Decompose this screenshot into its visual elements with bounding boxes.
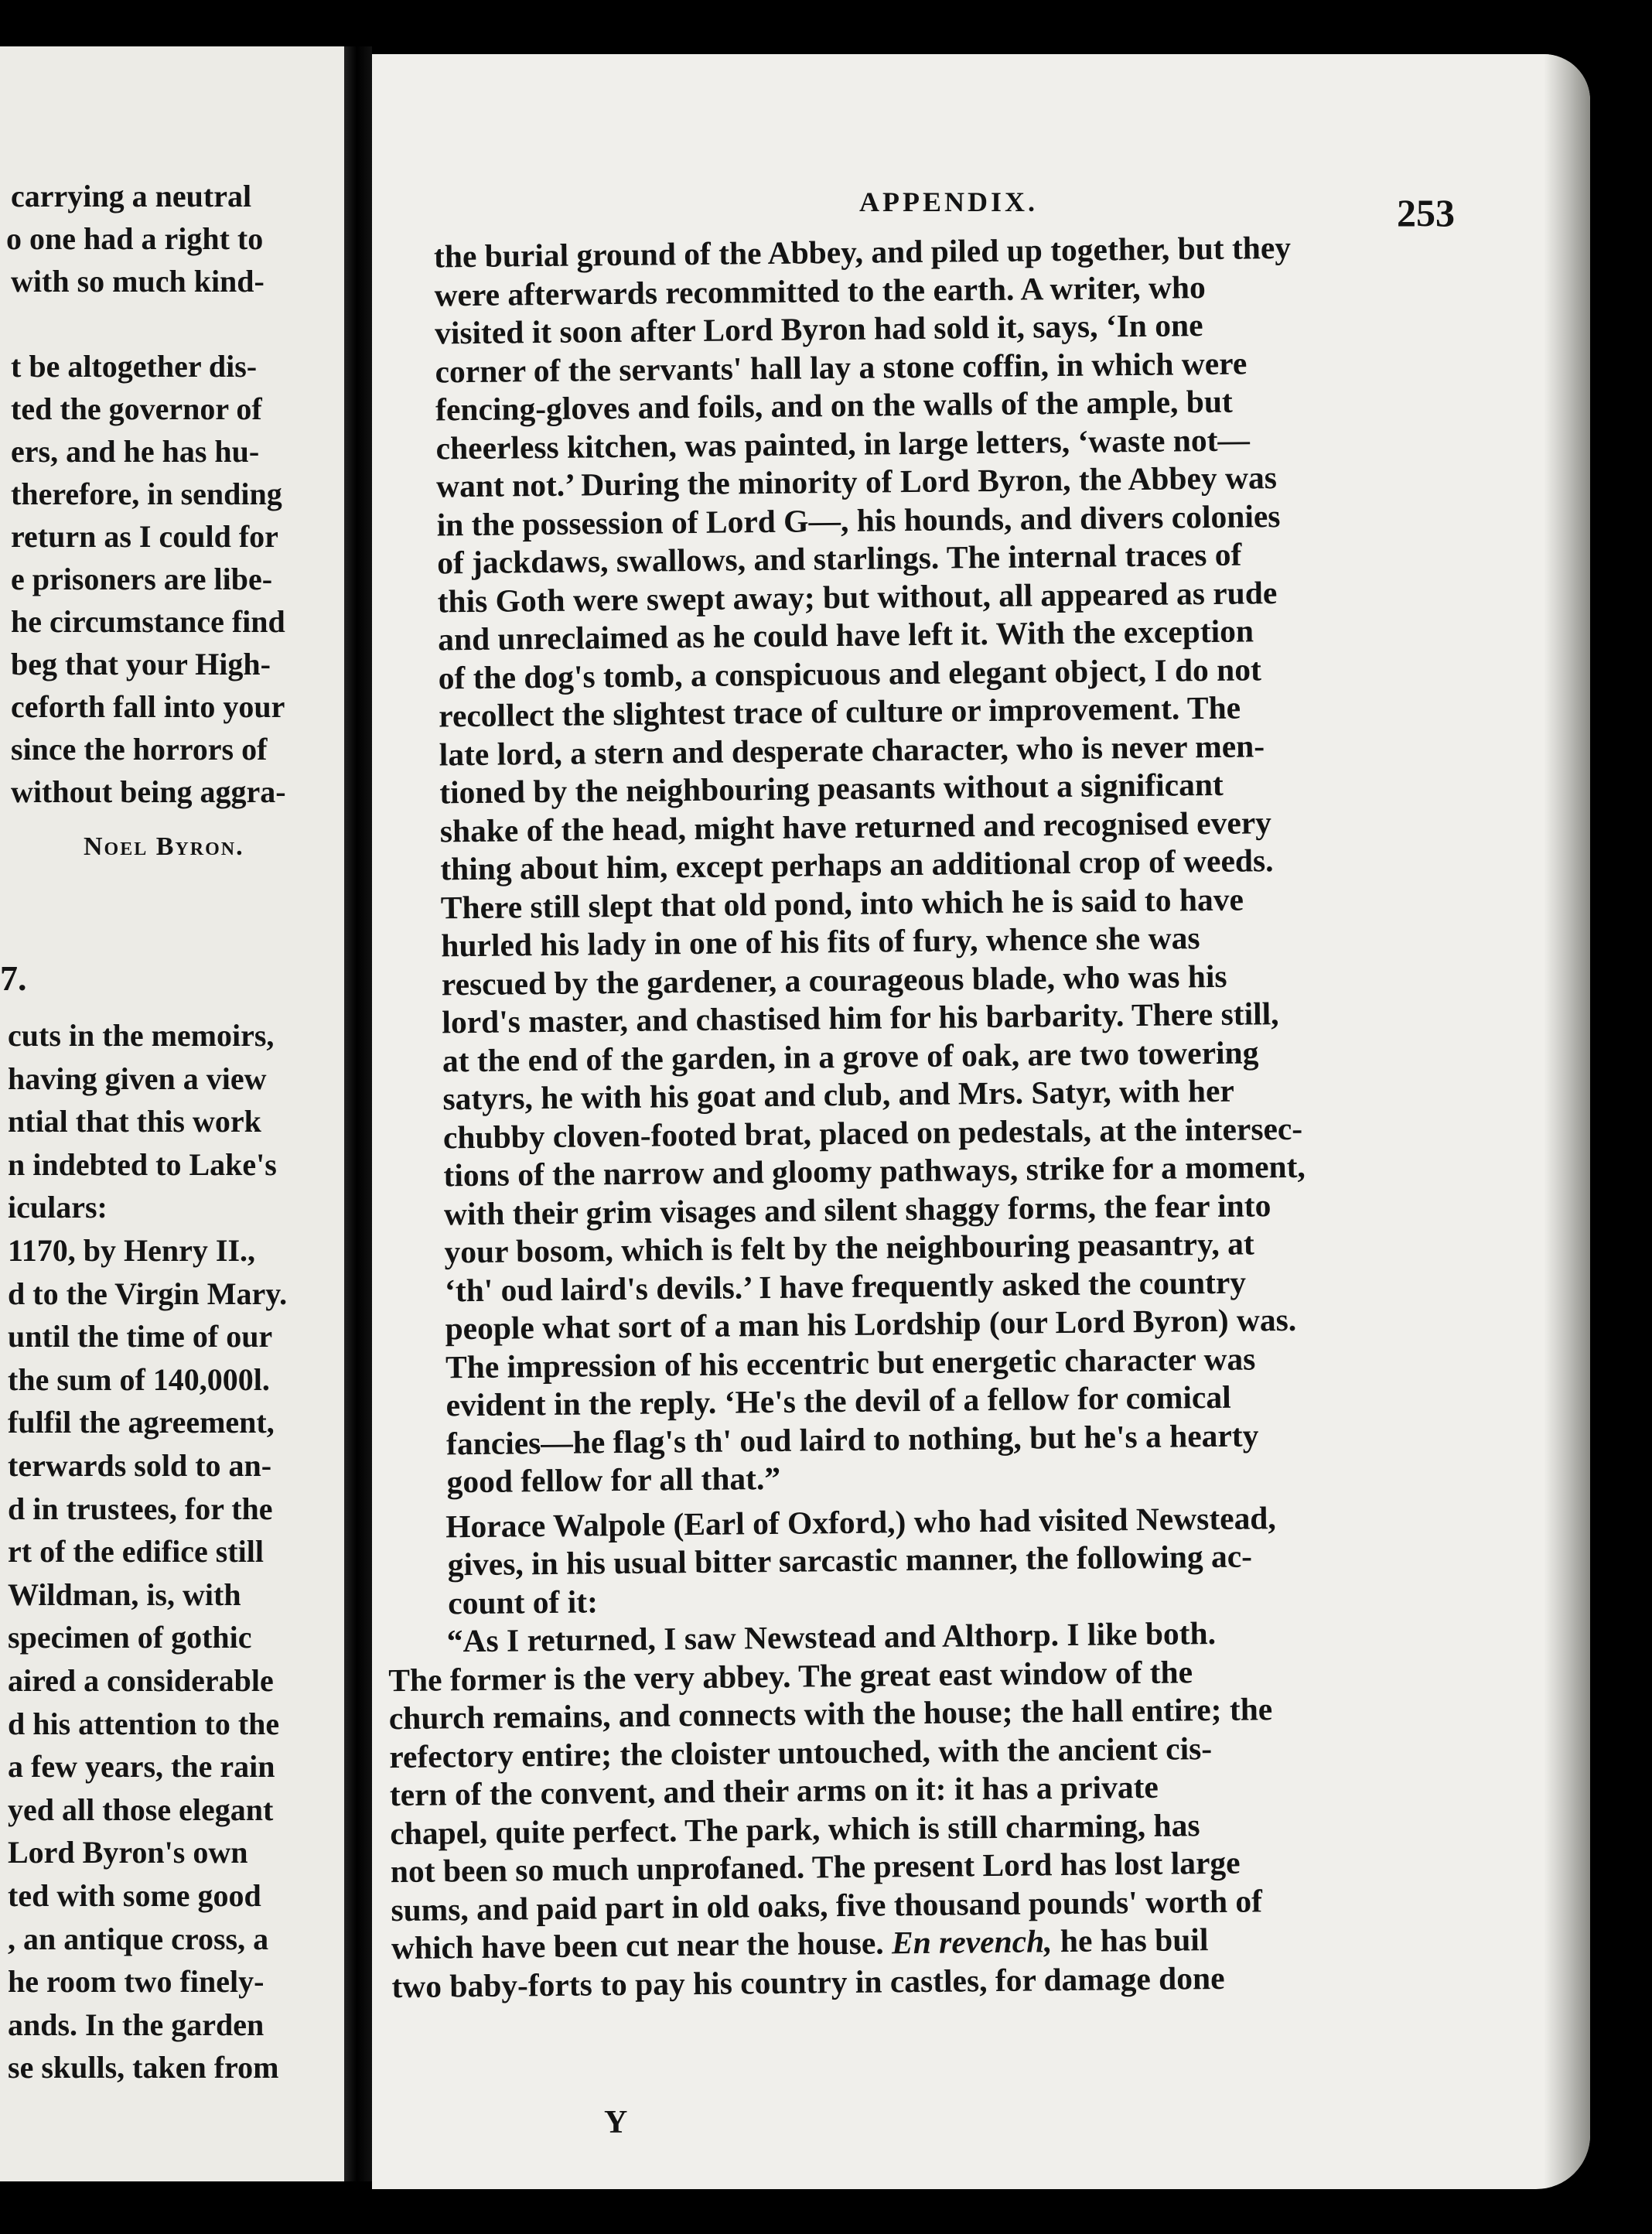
left-text-line: beg that your High- [11,647,271,681]
left-text-line: the sum of 140,000l. [8,1361,270,1397]
text-line: not been so much unprofaned. The present Lord has lost large [390,1844,1241,1890]
text-line: at the end of the garden, in a grove of oak, are two towering [442,1033,1259,1078]
left-text-line: without being aggra- [11,774,286,809]
left-text-line: d to the Virgin Mary. [8,1276,288,1311]
text-line: want not.’ During the minority of Lord Byron, the Abbey was [435,459,1278,504]
left-text-line: , an antique cross, a [8,1921,269,1956]
left-text-line: return as I could for [11,519,278,554]
text-line: church remains, and connects with the house; the hall entire; the [388,1691,1273,1737]
left-text-line: se skulls, taken from [8,2050,279,2085]
text-line: shake of the head, might have returned and recognised every [439,804,1272,849]
left-text-line: ted the governor of [11,391,262,426]
left-text-line: ands. In the garden [8,2007,265,2042]
left-text-line: he room two finely- [8,1964,265,2000]
left-text-line: having given a view [8,1061,267,1096]
text-line: evident in the reply. ‘He's the devil of a fellow for comical [445,1378,1231,1423]
text-line: corner of the servants' hall lay a stone coffin, in which were [435,344,1248,389]
text-line: your bosom, which is felt by the neighbouring peasantry, at [444,1225,1254,1270]
text-line: fancies—he flag's th' oud laird to nothing, but he's a hearty [445,1416,1259,1461]
text-line: There still slept that old pond, into which he is said to have [440,881,1244,925]
text-line-end: he has buil [1052,1921,1209,1959]
text-line: recollect the slightest trace of culture or improvement. The [439,689,1241,734]
signature-mark: Y [604,2105,628,2140]
left-text-line: d his attention to the [8,1706,280,1741]
text-line: refectory entire; the cloister untouched, with the ancient cis- [389,1730,1213,1775]
text-line: late lord, a stern and desperate character, who is never men- [439,727,1265,772]
text-line: The impression of his eccentric but energetic character was [445,1340,1256,1385]
left-text-line: cuts in the memoirs, [8,1018,275,1053]
text-line: Horace Walpole (Earl of Oxford,) who had visited Newstead, [445,1499,1276,1544]
text-line: visited it soon after Lord Byron had sold it, says, ‘In one [434,307,1203,351]
body-text [372,54,1590,2189]
italic-phrase: En revench, [891,1923,1053,1961]
text-line: this Goth were swept away; but without, all appeared as rude [437,574,1278,619]
left-text-line: d in trustees, for the [8,1491,273,1526]
text-line: chubby cloven-footed brat, placed on pedestals, at the intersec- [442,1110,1303,1155]
text-line: were afterwards recommitted to the earth. A writer, who [434,268,1206,313]
text-line: of the dog's tomb, a conspicuous and elegant object, I do not [438,651,1262,695]
text-line: gives, in his usual bitter sarcastic manner, the following ac- [447,1538,1253,1583]
text-line: cheerless kitchen, was painted, in large letters, ‘waste not— [435,421,1251,466]
running-head: APPENDIX. [859,186,1038,217]
left-text-line: terwards sold to an- [8,1448,272,1483]
text-line: with their grim visages and silent shaggy forms, the fear into [443,1187,1271,1231]
left-text-line: with so much kind- [11,264,265,299]
text-line: ‘th' oud laird's devils.’ I have frequently asked the country [444,1264,1247,1308]
text-line: tions of the narrow and gloomy pathways, strike for a moment, [443,1148,1306,1194]
left-text-line: ntial that this work [8,1104,261,1139]
text-line: in the possession of Lord G—, his hounds, and divers colonies [436,497,1281,542]
left-text-line: rt of the edifice still [8,1534,264,1570]
text-line: satyrs, he with his goat and club, and Mrs. Satyr, with her [442,1072,1235,1117]
left-text-line: yed all those elegant [8,1792,274,1827]
text-line-start: which have been cut near the house. [391,1925,884,1966]
left-text-line: aired a considerable [8,1663,274,1698]
text-line: count of it: [448,1583,599,1621]
left-text-line: Wildman, is, with [8,1576,241,1612]
book-gutter [344,46,372,2181]
text-line: fencing-gloves and foils, and on the walls of the ample, but [435,383,1233,428]
text-line: and unreclaimed as he could have left it. With the exception [437,613,1254,658]
text-line: chapel, quite perfect. The park, which is still charming, has [390,1806,1200,1851]
text-line: hurled his lady in one of his fits of fury, whence she was [441,920,1200,964]
left-text-line: ers, and he has hu- [11,434,260,469]
text-line: “As I returned, I saw Newstead and Althorp. I like both. [446,1614,1217,1659]
left-page [0,46,344,2181]
text-line: two baby-forts to pay his country in castles, for damage done [391,1959,1225,2004]
text-line: The former is the very abbey. The great east window of the [388,1653,1193,1698]
left-text-line: since the horrors of [11,732,268,767]
text-line: sums, and paid part in old oaks, five thousand pounds' worth of [391,1882,1263,1928]
text-line: thing about him, except perhaps an additional crop of weeds. [440,842,1274,887]
left-text-line: ceforth fall into your [11,689,285,724]
left-text-line: a few years, the rain [8,1749,275,1785]
text-line: of jackdaws, swallows, and starlings. The internal traces of [436,536,1242,581]
left-text-line: e prisoners are libe- [11,562,273,596]
left-text-line: he circumstance find [11,604,285,639]
left-text-line: specimen of gothic [8,1620,252,1655]
text-line: rescued by the gardener, a courageous blade, who was his [441,958,1227,1002]
left-text-line: fulfil the agreement, [8,1405,275,1440]
text-line: the burial ground of the Abbey, and piled up together, but they [433,229,1292,275]
left-text-line: therefore, in sending [11,477,282,511]
text-line: lord's master, and chastised him for his barbarity. There still, [442,996,1279,1040]
left-text-line: o one had a right to [6,221,264,256]
left-text-line: carrying a neutral [11,179,252,213]
right-page [372,54,1590,2189]
text-line: tioned by the neighbouring peasants without a significant [439,766,1224,811]
left-text-line: until the time of our [8,1319,273,1354]
left-text-line: 1170, by Henry II., [8,1233,256,1268]
signature: Noel Byron. [84,832,244,861]
text-line: people what sort of a man his Lordship (our Lord Byron) was. [445,1301,1297,1347]
page-number: 253 [1397,191,1455,234]
text-line: good fellow for all that.” [446,1460,781,1500]
left-text-line: Lord Byron's own [8,1835,248,1870]
left-text-line: iculars: [8,1190,108,1225]
left-text-line: t be altogether dis- [11,349,258,384]
left-text-line: n indebted to Lake's [8,1146,277,1182]
section-mark: 7. [0,958,27,998]
left-text-line: ted with some good [8,1878,261,1913]
text-line: tern of the convent, and their arms on it: it has a private [389,1768,1159,1813]
